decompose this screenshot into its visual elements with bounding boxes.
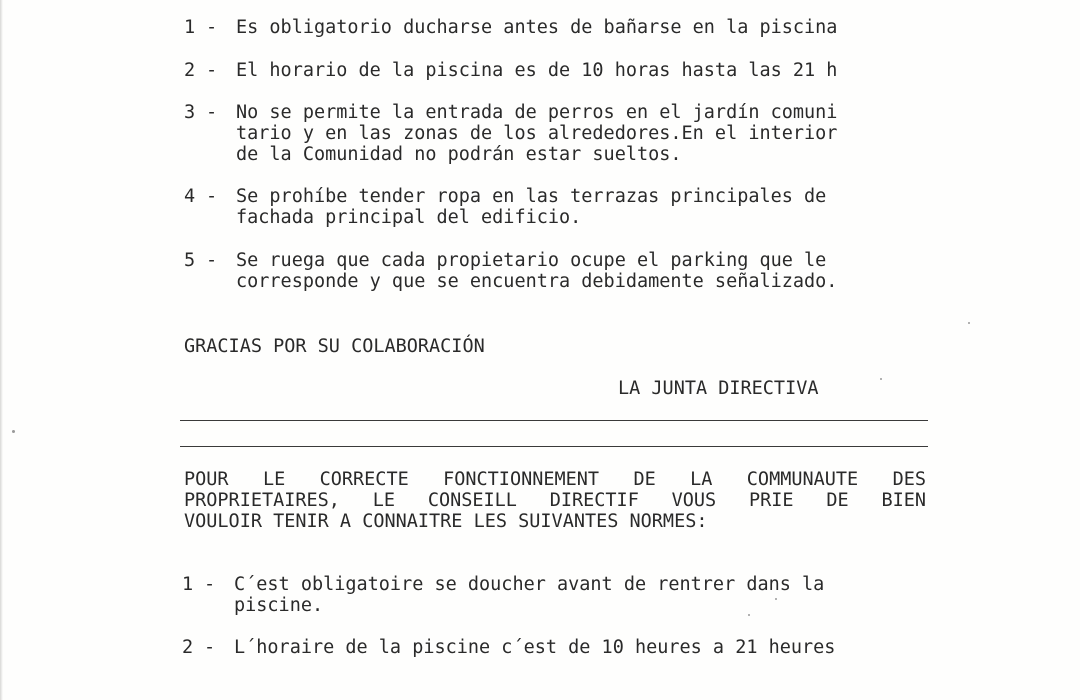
rule-number: 1 [184,17,196,38]
divider-line [180,420,928,421]
signature: LA JUNTA DIRECTIVA [618,378,819,399]
french-intro-line-3: VOULOIR TENIR A CONNAITRE LES SUIVANTES NORMES: [184,511,708,532]
spanish-rule-3 [184,102,837,123]
scan-speck [880,378,882,380]
spanish-rule-4-line-2: fachada principal del edificio. [236,207,582,228]
rule-dash: - [204,574,216,595]
spanish-rule-5-line-2: corresponde y que se encuentra debidamente señalizado. [236,271,838,292]
scan-speck [12,430,15,433]
rule-number: 2 [182,637,194,658]
french-rule-2 [182,637,835,658]
spanish-rule-2 [184,60,837,81]
closing-thanks: GRACIAS POR SU COLABORACIÓN [184,336,485,357]
rule-dash: - [206,186,218,207]
rule-number: 5 [184,250,196,271]
spanish-rule-5 [184,250,826,271]
scan-speck [748,614,750,616]
rule-dash: - [206,60,218,81]
scan-speck [968,322,970,324]
rule-dash: - [206,250,218,271]
rule-text-line: El horario de la piscina es de 10 horas hasta las 21 h [236,60,838,81]
rule-dash: - [206,102,218,123]
rule-text-line: L´horaire de la piscine c´est de 10 heures a 21 heures [234,637,836,658]
spanish-rule-3-line-2: tario y en las zonas de los alrededores.En el interior [236,123,838,144]
rule-number: 3 [184,102,196,123]
rule-text-line: C´est obligatoire se doucher avant de rentrer dans la [234,574,825,595]
scan-edge-shadow [0,0,3,700]
rule-text-line: No se permite la entrada de perros en el jardín comuni [236,102,838,123]
french-rule-1-line-2: piscine. [234,595,324,616]
rule-dash: - [206,17,218,38]
rule-text-line: Se ruega que cada propietario ocupe el parking que le [236,250,827,271]
rule-number: 4 [184,186,196,207]
french-rule-1 [182,574,824,595]
rule-dash: - [204,637,216,658]
french-intro-line-1: POUR LE CORRECTE FONCTIONNEMENT DE LA COMMUNAUTE DES [184,469,926,490]
spanish-rule-1 [184,17,837,38]
rule-number: 2 [184,60,196,81]
divider-line [180,446,928,447]
rule-text-line: Se prohíbe tender ropa en las terrazas principales de [236,186,827,207]
french-intro-line-2: PROPRIETAIRES, LE CONSEILL DIRECTIF VOUS PRIE DE BIEN [184,490,926,511]
scan-speck [775,598,777,600]
rule-text-line: Es obligatorio ducharse antes de bañarse en la piscina [236,17,838,38]
spanish-rule-4 [184,186,826,207]
rule-number: 1 [182,574,194,595]
spanish-rule-3-line-3: de la Comunidad no podrán estar sueltos. [236,144,682,165]
